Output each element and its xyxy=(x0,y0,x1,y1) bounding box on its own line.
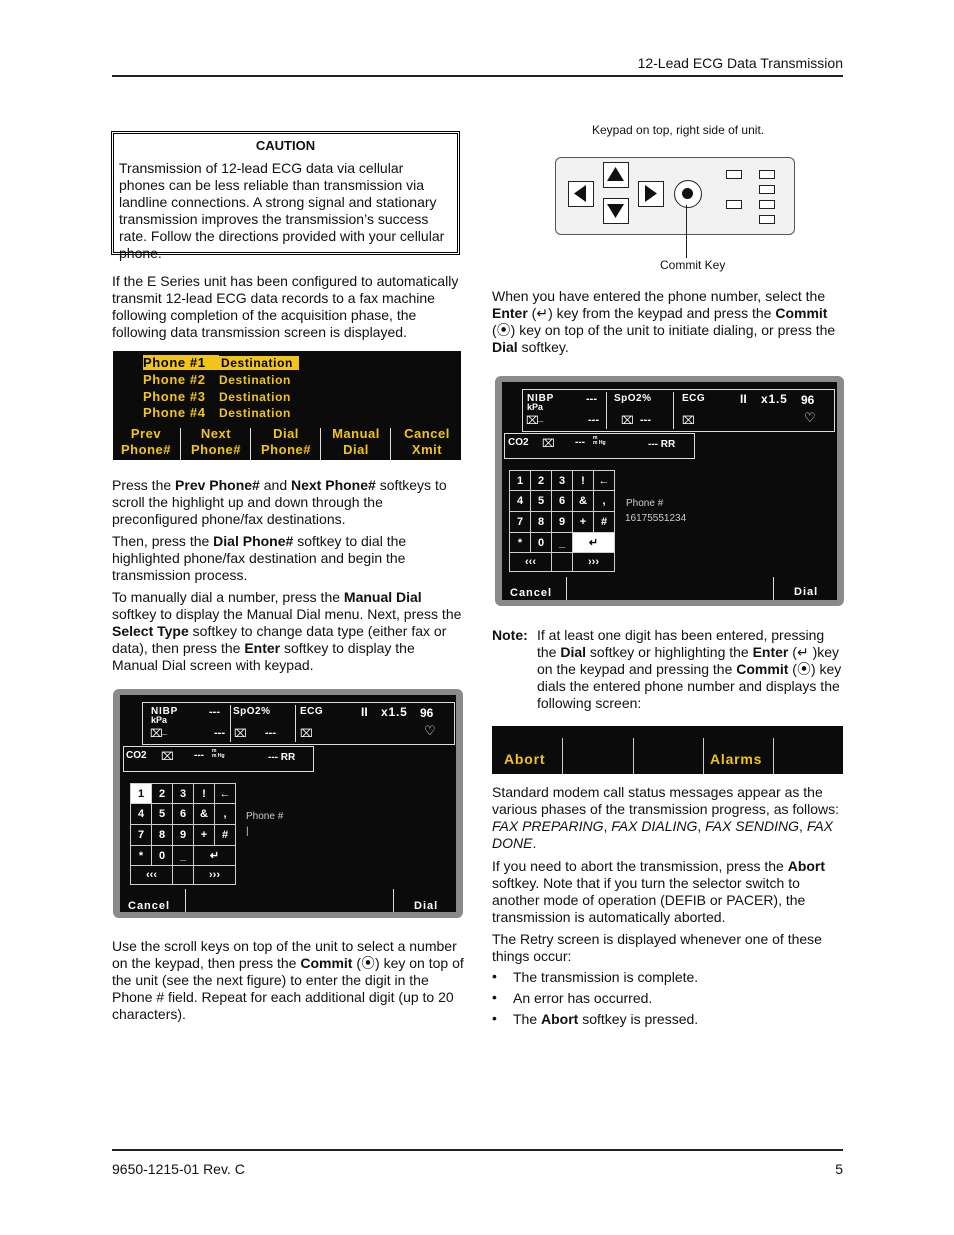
nibp-underscore: _ xyxy=(537,411,544,423)
scroll-left-key[interactable]: ‹‹‹ xyxy=(131,866,173,885)
dial-phone-paragraph: Then, press the Dial Phone# softkey to dial the highlighted phone/fax destination and begin the transmission process. xyxy=(112,533,407,583)
nibp-sub-value: --- xyxy=(214,727,225,739)
key-7[interactable]: 7 xyxy=(510,512,531,533)
spo2-label: SpO2% xyxy=(233,706,271,717)
panel-divider xyxy=(673,392,674,429)
keypad-caption: Keypad on top, right side of unit. xyxy=(592,123,765,137)
alarm-off-icon: ⌧ xyxy=(150,728,163,740)
softkey-divider xyxy=(185,889,186,912)
key-3[interactable]: 3 xyxy=(552,471,573,491)
ecg-lead: II xyxy=(361,705,368,719)
indicator-light xyxy=(726,170,742,179)
softkey-cancel[interactable]: Cancel xyxy=(128,900,171,912)
ecg-gain: x1.5 xyxy=(381,705,408,719)
alarm-off-icon: ⌧ xyxy=(300,728,313,740)
prev-next-paragraph: Press the Prev Phone# and Next Phone# softkeys to scroll the highlight up and down through the preconfigured phone/fax destinations. xyxy=(112,477,447,527)
key-star[interactable]: * xyxy=(510,533,531,553)
list-item: • The transmission is complete. xyxy=(492,968,699,985)
alarm-off-icon: ⌧ xyxy=(682,415,695,427)
manual-dial-paragraph: To manually dial a number, press the Manual Dial softkey to display the Manual Dial menu. Next, press the Select Type softkey to change data type (either fax or data), then press the Enter softkey to display the Manual Dial screen with keypad. xyxy=(112,589,462,673)
caution-title: CAUTION xyxy=(255,138,316,153)
key-plus[interactable]: + xyxy=(573,512,594,533)
heart-rate: 96 xyxy=(420,706,434,720)
abort-paragraph: If you need to abort the transmission, press the Abort softkey. Note that if you turn the selector switch to another mode of operation (DEFIB or PACER), the transmission is automatically aborted. xyxy=(492,858,826,925)
phone-field-input[interactable]: | xyxy=(246,826,249,837)
up-arrow-key[interactable] xyxy=(603,162,629,188)
indicator-light xyxy=(759,170,775,179)
scroll-right-key[interactable]: ››› xyxy=(573,553,615,572)
key-6[interactable]: 6 xyxy=(173,804,194,825)
kpa-label: kPa xyxy=(151,715,168,725)
key-comma[interactable]: , xyxy=(594,491,615,512)
callout-line xyxy=(686,205,687,258)
softkey-divider xyxy=(703,738,704,774)
note-label: Note: xyxy=(492,627,528,643)
scroll-keys-paragraph: Use the scroll keys on top of the unit to select a number on the keypad, then press the Commit (⦿) key on top of the unit (see the next figure) to enter the digit in the Phone # field. Repeat for each additional digit (up to 20 characters). xyxy=(112,938,464,1022)
key-2[interactable]: 2 xyxy=(531,471,552,491)
key-0[interactable]: 0 xyxy=(531,533,552,553)
key-8[interactable]: 8 xyxy=(152,825,173,846)
softkey-next-phone[interactable]: Next Phone# xyxy=(191,426,241,457)
softkey-divider xyxy=(562,738,563,774)
intro-paragraph: If the E Series unit has been configured to automatically transmit 12-lead ECG data records to a fax machine following completion of the acquisition phase, the following data transmission screen is displayed. xyxy=(112,273,459,340)
phone-field-label: Phone # xyxy=(246,811,284,822)
key-ampersand[interactable]: & xyxy=(194,804,215,825)
phone-field-input[interactable]: 16175551234 xyxy=(625,513,687,524)
co2-value: --- xyxy=(194,750,204,761)
alarm-off-icon: ⌧ xyxy=(234,728,247,740)
right-arrow-key[interactable] xyxy=(638,181,664,207)
key-2[interactable]: 2 xyxy=(152,784,173,804)
key-comma[interactable]: , xyxy=(215,804,236,825)
manual-dial-screen-filled-figure xyxy=(495,376,844,606)
phone-label: Phone #4 xyxy=(143,405,206,420)
softkey-dial[interactable]: Dial xyxy=(414,900,439,912)
ecg-label: ECG xyxy=(682,393,706,404)
caution-body: Transmission of 12-lead ECG data via cellular phones can be less reliable than transmission via landline connections. A strong signal and stationary transmission improves the transmission’s success rate. Follow the directions provided with your cellular phone. xyxy=(119,160,445,261)
softkey-divider xyxy=(390,428,391,460)
ecg-label: ECG xyxy=(300,706,324,717)
nibp-sub-value: --- xyxy=(588,414,599,426)
softkey-cancel[interactable]: Cancel xyxy=(510,587,553,599)
co2-label: CO2 xyxy=(508,437,529,448)
abort-screen xyxy=(492,726,843,774)
key-exclaim[interactable]: ! xyxy=(573,471,594,491)
key-ampersand[interactable]: & xyxy=(573,491,594,512)
phone-destination: Destination xyxy=(219,373,291,387)
status-messages-paragraph: Standard modem call status messages appear as the various phases of the transmission progress, as follows: FAX PREPARING, FAX DIALING, FAX SENDING, FAX DONE. xyxy=(492,784,840,851)
softkey-bar xyxy=(113,426,461,460)
ecg-lead: II xyxy=(740,392,747,406)
manual-dial-screen xyxy=(120,695,456,912)
phone-label: Phone #3 xyxy=(143,389,206,404)
softkey-dial[interactable]: Dial xyxy=(794,586,819,598)
commit-icon: ⦿ xyxy=(361,955,376,971)
key-3[interactable]: 3 xyxy=(173,784,194,804)
softkey-divider xyxy=(566,577,567,600)
key-backspace[interactable]: ← xyxy=(594,471,615,491)
mmhg-unit: m m Hg xyxy=(593,435,606,446)
scroll-left-key[interactable]: ‹‹‹ xyxy=(510,553,552,572)
mmhg-unit: m m Hg xyxy=(212,748,225,759)
key-4[interactable]: 4 xyxy=(510,491,531,512)
dial-keypad xyxy=(130,783,236,885)
co2-value: --- xyxy=(575,437,585,448)
panel-divider xyxy=(230,705,231,742)
commit-dot-icon xyxy=(682,188,693,199)
alarm-off-icon: ⌧ xyxy=(542,438,555,450)
key-blank xyxy=(173,866,194,885)
spo2-label: SpO2% xyxy=(614,393,652,404)
softkey-prev-phone[interactable]: Prev Phone# xyxy=(121,426,171,457)
phone-row-1[interactable] xyxy=(143,355,299,370)
dial-keypad xyxy=(509,470,615,572)
key-star[interactable]: * xyxy=(131,846,152,866)
unit-keypad-diagram xyxy=(555,157,795,235)
key-7[interactable]: 7 xyxy=(131,825,152,846)
phone-field-label: Phone # xyxy=(626,498,664,509)
commit-icon: ⦿ xyxy=(496,322,511,338)
nibp-value: --- xyxy=(586,393,597,405)
alarm-off-icon: ⌧ xyxy=(526,415,539,427)
key-blank xyxy=(552,553,573,572)
manual-dial-screen-figure xyxy=(113,689,463,918)
softkey-divider xyxy=(633,738,634,774)
vitals-panel xyxy=(522,389,835,432)
panel-divider xyxy=(295,705,296,742)
phone-label: Phone #1 xyxy=(143,355,219,370)
enter-commit-paragraph: When you have entered the phone number, select the Enter (↵) key from the keypad and press the Commit (⦿) key on top of the unit to initiate dialing, or press the Dial softkey. xyxy=(492,288,836,355)
nibp-underscore: _ xyxy=(161,724,168,736)
enter-icon: ↵ xyxy=(536,305,549,321)
indicator-light xyxy=(726,200,742,209)
commit-icon: ⦿ xyxy=(796,661,811,677)
running-header: 12-Lead ECG Data Transmission xyxy=(637,55,843,71)
softkey-divider xyxy=(773,577,774,600)
nibp-label: NIBP xyxy=(151,706,179,717)
key-1[interactable]: 1 xyxy=(131,784,152,804)
softkey-manual-dial[interactable]: Manual Dial xyxy=(332,426,380,457)
heart-icon: ♡ xyxy=(424,723,436,738)
key-underscore[interactable]: _ xyxy=(552,533,573,553)
key-enter[interactable]: ↵ xyxy=(573,533,615,553)
softkey-divider xyxy=(250,428,251,460)
phone-destination: Destination xyxy=(219,390,291,404)
phone-destination: Destination xyxy=(219,356,299,370)
rr-value: --- RR xyxy=(268,752,296,763)
vitals-panel xyxy=(142,702,455,745)
key-hash[interactable]: # xyxy=(215,825,236,846)
nibp-value: --- xyxy=(209,706,220,718)
down-arrow-key[interactable] xyxy=(603,198,629,224)
phone-row-4[interactable] xyxy=(143,405,291,420)
softkey-divider xyxy=(393,889,394,912)
key-6[interactable]: 6 xyxy=(552,491,573,512)
key-8[interactable]: 8 xyxy=(531,512,552,533)
key-5[interactable]: 5 xyxy=(531,491,552,512)
doc-number: 9650-1215-01 Rev. C xyxy=(112,1161,245,1177)
kpa-label: kPa xyxy=(527,402,544,412)
softkey-cancel-xmit[interactable]: Cancel Xmit xyxy=(404,426,450,457)
softkey-abort[interactable]: Abort xyxy=(504,751,546,767)
left-arrow-key[interactable] xyxy=(568,181,594,207)
caution-box xyxy=(111,131,460,261)
indicator-light xyxy=(759,215,775,224)
enter-icon: ↵ xyxy=(796,644,809,660)
phone-row-2[interactable] xyxy=(143,372,291,387)
commit-key-caption: Commit Key xyxy=(660,258,726,272)
softkey-alarms[interactable]: Alarms xyxy=(710,751,763,767)
ecg-gain: x1.5 xyxy=(761,392,788,406)
alarm-off-icon: ⌧ xyxy=(621,415,634,427)
note-paragraph: If at least one digit has been entered, pressing the Dial softkey or highlighting the Enter (↵ )key on the keypad and pressing the Commit (⦿) key dials the entered phone number and displays the following screen: xyxy=(537,627,842,711)
list-item: • The Abort softkey is pressed. xyxy=(492,1010,699,1027)
phone-select-screen xyxy=(113,351,461,460)
panel-divider xyxy=(606,392,607,429)
co2-label: CO2 xyxy=(126,750,147,761)
softkey-divider xyxy=(773,738,774,774)
softkey-dial-phone[interactable]: Dial Phone# xyxy=(261,426,311,457)
phone-destination: Destination xyxy=(219,406,291,420)
key-exclaim[interactable]: ! xyxy=(194,784,215,804)
key-9[interactable]: 9 xyxy=(173,825,194,846)
heart-rate: 96 xyxy=(801,393,815,407)
rr-value: --- RR xyxy=(648,439,676,450)
commit-key[interactable] xyxy=(674,180,702,208)
key-4[interactable]: 4 xyxy=(131,804,152,825)
retry-conditions-list xyxy=(492,969,844,1032)
softkey-divider xyxy=(320,428,321,460)
key-5[interactable]: 5 xyxy=(152,804,173,825)
spo2-value: --- xyxy=(640,414,651,426)
indicator-light xyxy=(759,200,775,209)
key-hash[interactable]: # xyxy=(594,512,615,533)
phone-label: Phone #2 xyxy=(143,372,206,387)
header-rule xyxy=(112,75,843,77)
spo2-value: --- xyxy=(265,727,276,739)
indicator-light xyxy=(759,185,775,194)
scroll-right-key[interactable]: ››› xyxy=(194,866,236,885)
softkey-divider xyxy=(180,428,181,460)
retry-paragraph: The Retry screen is displayed whenever one of these things occur: xyxy=(492,931,822,964)
nibp-label: NIBP xyxy=(527,393,555,404)
key-backspace[interactable]: ← xyxy=(215,784,236,804)
key-underscore[interactable]: _ xyxy=(173,846,194,866)
phone-row-3[interactable] xyxy=(143,389,291,404)
key-plus[interactable]: + xyxy=(194,825,215,846)
heart-icon: ♡ xyxy=(804,410,816,425)
manual-dial-screen-filled xyxy=(502,382,837,600)
footer-rule xyxy=(112,1149,843,1151)
alarm-off-icon: ⌧ xyxy=(161,751,174,763)
key-0[interactable]: 0 xyxy=(152,846,173,866)
key-9[interactable]: 9 xyxy=(552,512,573,533)
key-1[interactable]: 1 xyxy=(510,471,531,491)
page-number: 5 xyxy=(835,1161,843,1177)
key-enter[interactable]: ↵ xyxy=(194,846,236,866)
list-item: • An error has occurred. xyxy=(492,989,653,1006)
